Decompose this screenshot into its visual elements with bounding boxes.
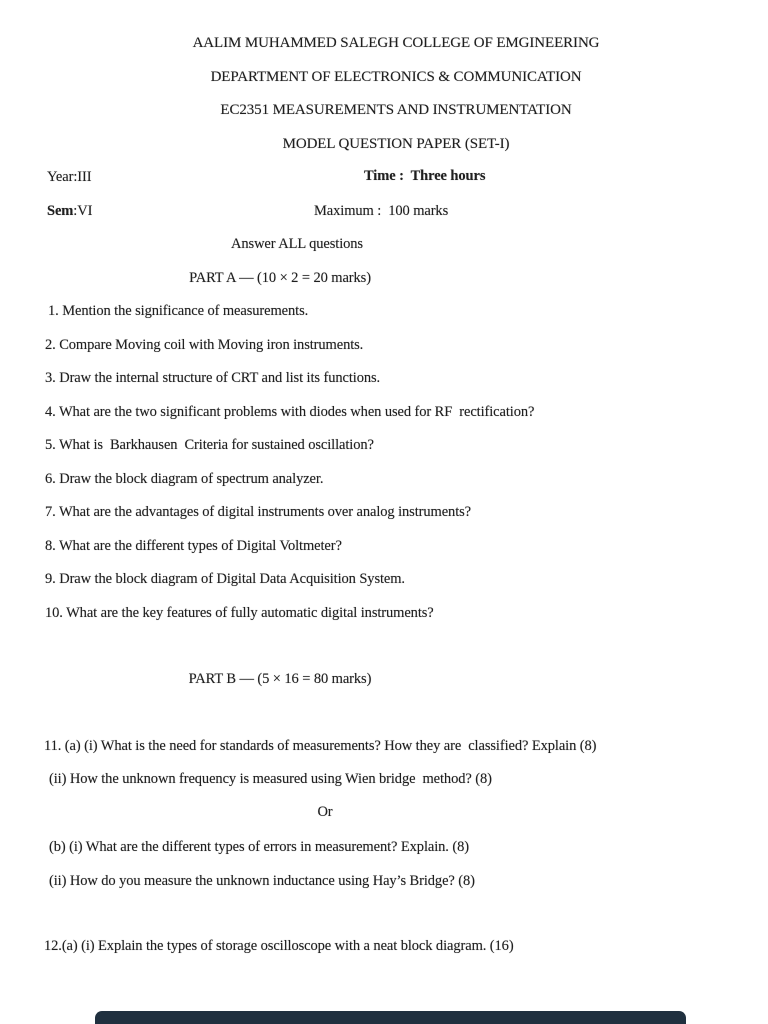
question-11-a-ii: (ii) How the unknown frequency is measured using Wien bridge method? (8)	[49, 771, 492, 787]
question-1: 1. Mention the significance of measurements.	[48, 303, 309, 319]
question-9: 9. Draw the block diagram of Digital Data Acquisition System.	[45, 571, 405, 587]
question-8: 8. What are the different types of Digital Voltmeter?	[45, 538, 342, 554]
part-b-heading: PART B — (5 × 16 = 80 marks)	[188, 671, 372, 687]
year-label: Year:III	[47, 169, 92, 185]
question-4: 4. What are the two significant problems with diodes when used for RF rectification?	[45, 404, 535, 420]
answer-all-instruction: Answer ALL questions	[231, 236, 363, 252]
course-title: EC2351 MEASUREMENTS AND INSTRUMENTATION	[220, 102, 572, 118]
paper-title: MODEL QUESTION PAPER (SET-I)	[282, 136, 510, 152]
question-2: 2. Compare Moving coil with Moving iron instruments.	[45, 337, 364, 353]
question-12-a-i: 12.(a) (i) Explain the types of storage oscilloscope with a neat block diagram. (16)	[44, 938, 514, 954]
question-11-a-i: 11. (a) (i) What is the need for standards of measurements? How they are classified? Explain (8)	[44, 738, 597, 754]
sem-label	[47, 204, 92, 219]
college-name: AALIM MUHAMMED SALEGH COLLEGE OF EMGINEERING	[192, 35, 600, 51]
or-separator: Or	[317, 804, 333, 820]
question-3: 3. Draw the internal structure of CRT and list its functions.	[45, 370, 381, 386]
question-11-b-i: (b) (i) What are the different types of errors in measurement? Explain. (8)	[49, 839, 469, 855]
question-11-b-ii: (ii) How do you measure the unknown inductance using Hay’s Bridge? (8)	[49, 873, 475, 889]
question-7: 7. What are the advantages of digital instruments over analog instruments?	[45, 504, 472, 520]
viewer-toolbar[interactable]	[95, 1011, 686, 1024]
maximum-marks-label: Maximum : 100 marks	[314, 203, 449, 219]
sem-value: :VI	[73, 203, 93, 219]
part-a-heading: PART A — (10 × 2 = 20 marks)	[189, 270, 371, 286]
department-name: DEPARTMENT OF ELECTRONICS & COMMUNICATION	[210, 69, 582, 85]
question-5: 5. What is Barkhausen Criteria for sustained oscillation?	[45, 437, 374, 453]
time-label: Time : Three hours	[364, 168, 486, 184]
sem-label-bold: Sem	[47, 203, 74, 219]
question-10: 10. What are the key features of fully automatic digital instruments?	[45, 605, 434, 621]
question-6: 6. Draw the block diagram of spectrum analyzer.	[45, 471, 324, 487]
